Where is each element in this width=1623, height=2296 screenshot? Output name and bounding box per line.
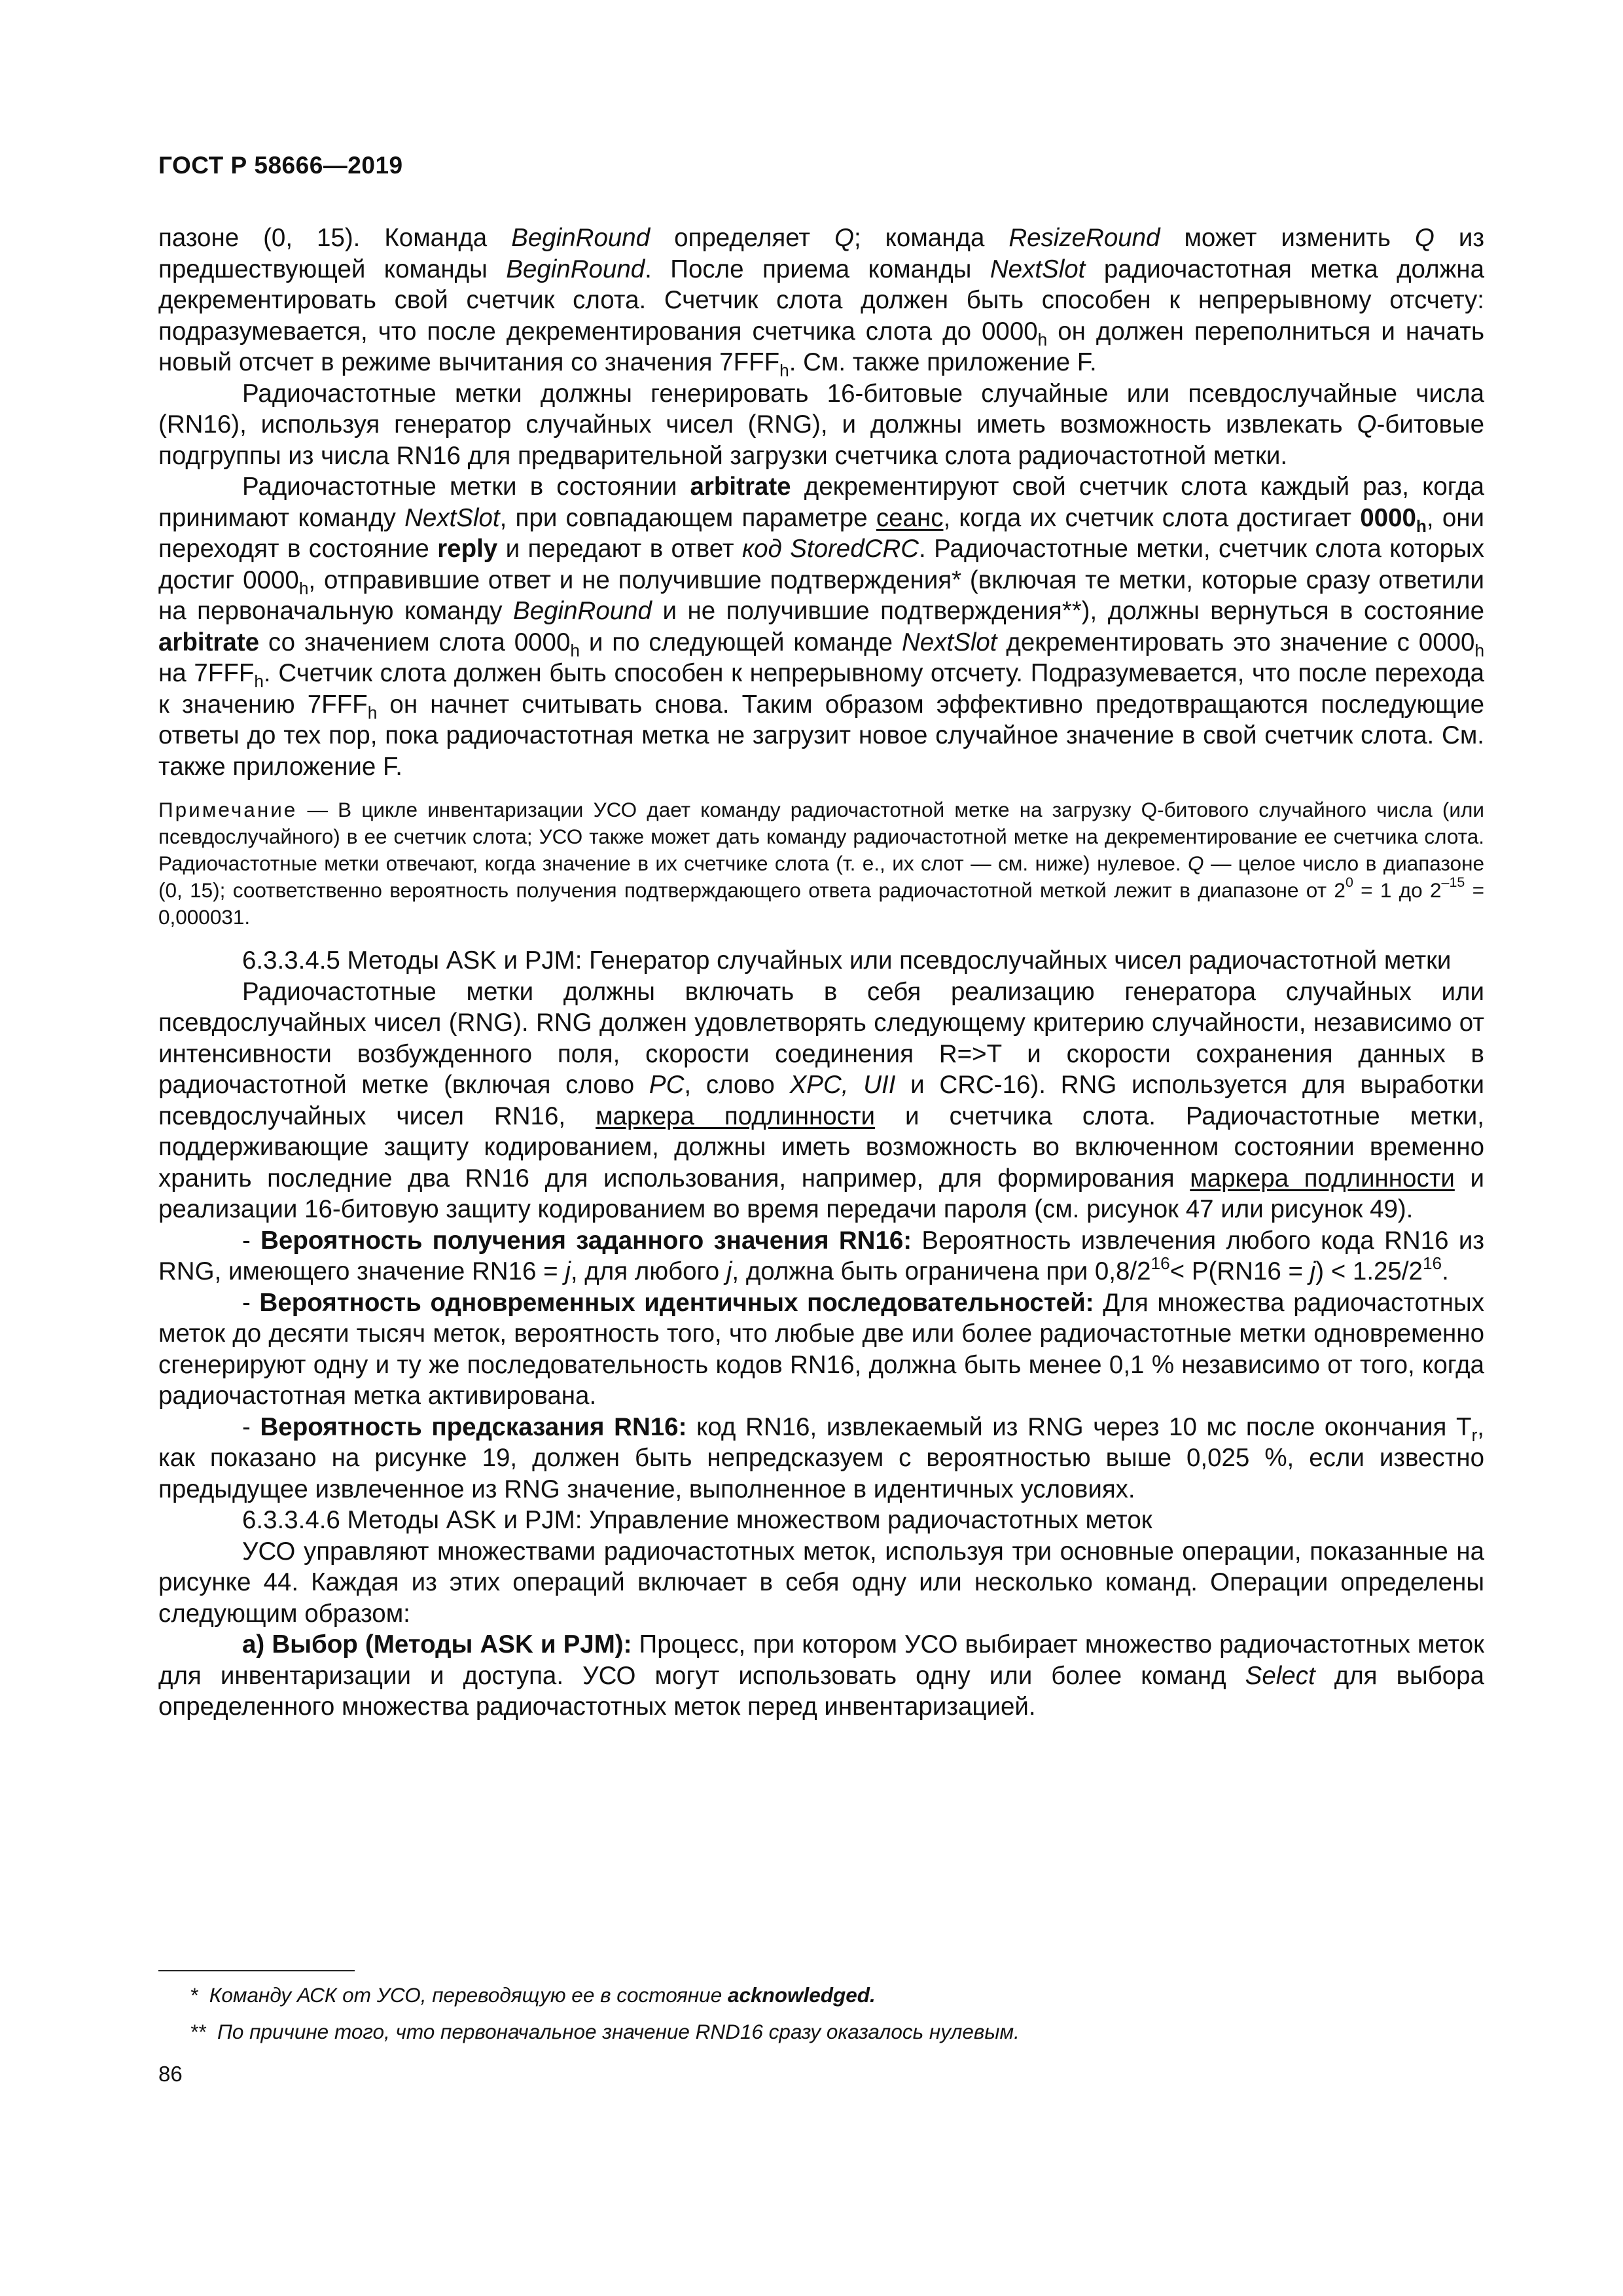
footnote: ** По причине того, что первоначальное значение RND16 сразу оказалось нулевым.: [190, 2020, 1020, 2043]
list-item: - Вероятность предсказания RN16: код RN16, извлекаемый из RNG через 10 мс после окончания $T_r$, как показано на рисунке 19, должен быть непредсказуем с вероятностью выше 0,025 %, если известно предыдущее извлеченное из RNG значение, выполненное в идентичных условиях.: [158, 1412, 1484, 1503]
page-number: 86: [158, 2062, 183, 2086]
paragraph: УСО управляют множествами радиочастотных меток, используя три основные операции, показанные на рисунке 44. Каждая из этих операций включает в себя одну или несколько команд. Операции определены следующим образом:: [158, 1537, 1484, 1628]
section-heading: 6.3.3.4.5 Методы ASK и PJM: Генератор случайных или псевдослучайных чисел радиочастотной метки: [242, 946, 1452, 975]
paragraph: пазоне (0, 15). Команда BeginRound определяет Q; команда ResizeRound может изменить Q из предшествующей команды BeginRound. После приема команды NextSlot радиочастотная метка должна декрементировать свой счетчик слота. Счетчик слота должен быть способен к непрерывному отсчету: подразумевается, что после декрементирования счетчика слота до $0000_h$ он должен переполниться и начать новый отсчет в режиме вычитания со значения $7FFF_h$. См. также приложение F.: [158, 224, 1485, 380]
section-heading: 6.3.3.4.6 Методы ASK и PJM: Управление множеством радиочастотных меток: [242, 1506, 1152, 1534]
list-item: а) Выбор (Методы ASK и PJM): Процесс, при котором УСО выбирает множество радиочастотных меток для инвентаризации и доступа. УСО могут использовать одну или более команд Select для выбора определенного множества радиочастотных меток перед инвентаризацией.: [158, 1630, 1484, 1721]
paragraph: Радиочастотные метки должны генерировать 16-битовые случайные или псевдослучайные числа (RN16), используя генератор случайных чисел (RNG), и должны иметь возможность извлекать Q-битовые подгруппы из числа RN16 для предварительной загрузки счетчика слота радиочастотной метки.: [158, 379, 1484, 470]
list-item: - Вероятность получения заданного значения RN16: Вероятность извлечения любого кода RN16 из RNG, имеющего значение RN16 = j, для любого j, должна быть ограничена при $0,8/2^{16}< P(RN16 = j) < 1.25/2^{16}$.: [158, 1226, 1484, 1285]
footnote: * Команду АСК от УСО, переводящую ее в состояние acknowledged.: [190, 1983, 876, 2007]
note: Примечание — В цикле инвентаризации УСО дает команду радиочастотной метке на загрузку Q-битового случайного числа (или псевдослучайного) в ее счетчик слота; УСО также может дать команду радиочастотной метке на декрементирование ее счетчика слота. Радиочастотные метки отвечают, когда значение в их счетчике слота (т. е., их слот — см. ниже) нулевое. Q — целое число в диапазоне (0, 15); соответственно вероятность получения подтверждающего ответа радиочастотной меткой лежит в диапазоне от $2^0 = 1$ до $2^{-15} = 0,000031$.: [158, 798, 1485, 929]
document-body: [158, 223, 1484, 1723]
document-header: ГОСТ Р 58666—2019: [158, 152, 403, 179]
list-item: - Вероятность одновременных идентичных последовательностей: Для множества радиочастотных меток до десяти тысяч меток, вероятность того, что любые две или более радиочастотные метки одновременно сгенерируют одну и ту же последовательность кодов RN16, должна быть менее 0,1 % независимо от того, когда радиочастотная метка активирована.: [158, 1288, 1484, 1410]
paragraph: Радиочастотные метки должны включать в себя реализацию генератора случайных или псевдослучайных чисел (RNG). RNG должен удовлетворять следующему критерию случайности, независимо от интенсивности возбужденного поля, скорости соединения R=>T и скорости сохранения данных в радиочастотной метке (включая слово PC, слово XPC, UII и CRC-16). RNG используется для выработки псевдослучайных чисел RN16, маркера подлинности и счетчика слота. Радиочастотные метки, поддерживающие защиту кодированием, должны иметь возможность во включенном состоянии временно хранить последние два RN16 для использования, например, для формирования маркера подлинности и реализации 16-битовую защиту кодированием во время передачи пароля (см. рисунок 47 или рисунок 49).: [158, 977, 1484, 1223]
paragraph: Радиочастотные метки в состоянии arbitrate декрементируют свой счетчик слота каждый раз, когда принимают команду NextSlot, при совпадающем параметре сеанс, когда их счетчик слота достигает $0000_h$, они переходят в состояние reply и передают в ответ код StoredCRC. Радиочастотные метки, счетчик слота которых достиг $0000_h$, отправившие ответ и не получившие подтверждения* (включая те метки, которые сразу ответили на первоначальную команду BeginRound и не получившие подтверждения**), должны вернуться в состояние arbitrate со значением слота $0000_h$ и по следующей команде NextSlot декрементировать это значение с $0000_h$ на $7FFF_h$. Счетчик слота должен быть способен к непрерывному отсчету. Подразумевается, что после перехода к значению $7FFF_h$ он начнет считывать снова. Таким образом эффективно предотвращаются последующие ответы до тех пор, пока радиочастотная метка не загрузит новое случайное значение в свой счетчик слота. См. также приложение F.: [158, 473, 1485, 781]
footnote-separator: [158, 1970, 355, 1971]
